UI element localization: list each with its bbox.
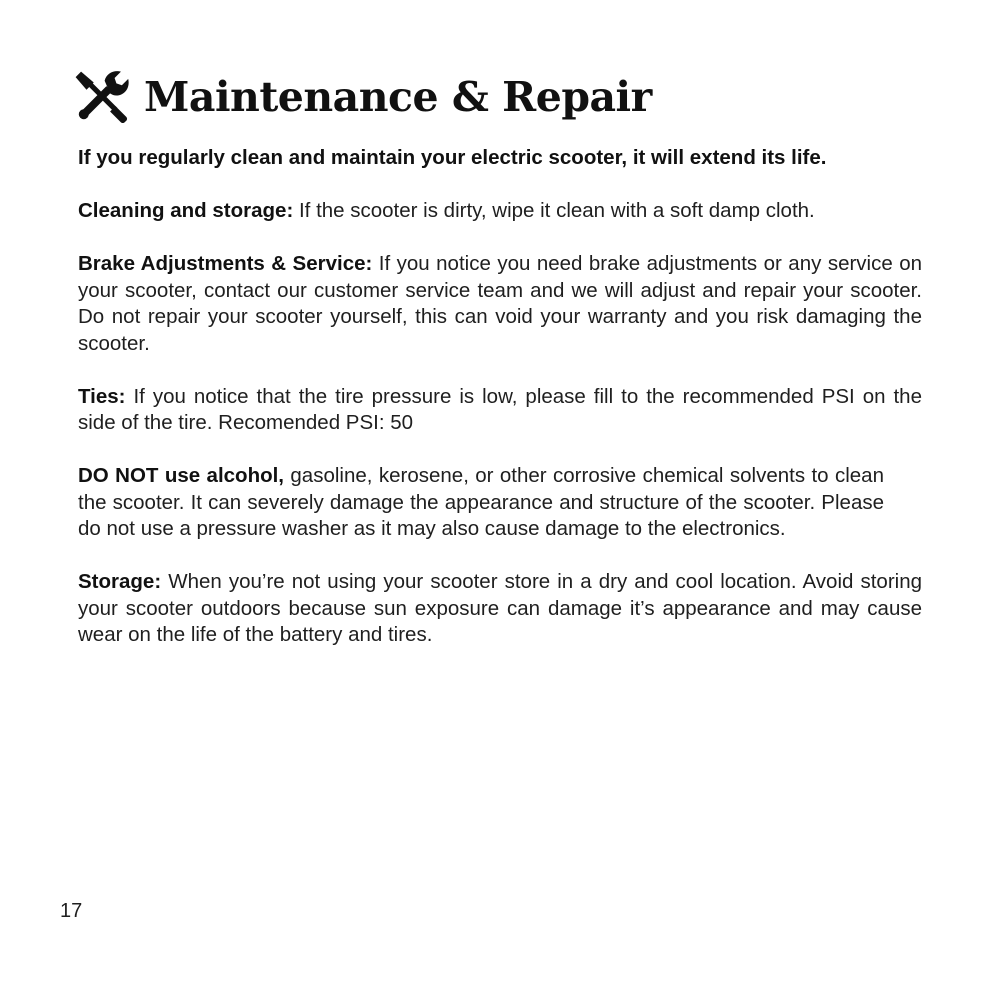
section-lead: DO NOT use alcohol, bbox=[78, 464, 284, 487]
section-text: If the scooter is dirty, wipe it clean with a soft damp cloth. bbox=[293, 199, 815, 222]
intro-paragraph: If you regularly clean and maintain your electric scooter, it will extend its life. bbox=[78, 146, 827, 169]
section-alcohol-warning bbox=[78, 463, 884, 543]
section-text: If you notice that the tire pressure is low, please fill to the recommended PSI on the side of the tire. Recomended PSI: 50 bbox=[78, 384, 922, 434]
page-number: 17 bbox=[60, 900, 83, 922]
section-lead: Brake Adjustments & Service: bbox=[78, 252, 373, 275]
section-brakes bbox=[78, 251, 922, 357]
tools-icon bbox=[72, 68, 130, 126]
section-text: If you notice you need brake adjustments or any service on your scooter, contact our customer service team and we will adjust and repair your scooter. Do not repair your scooter yourself, this can void your warranty and you risk damaging the scooter. bbox=[78, 252, 923, 355]
page-title: Maintenance & Repair bbox=[144, 73, 652, 121]
section-lead: Storage: bbox=[78, 570, 162, 593]
section-lead: Cleaning and storage: bbox=[78, 199, 294, 222]
section-text: When you’re not using your scooter store in a dry and cool location. Avoid storing your scooter outdoors because sun exposure can damage it’s appearance and may cause wear on the life of the battery and tires. bbox=[78, 570, 922, 646]
section-storage bbox=[78, 569, 922, 649]
document-body bbox=[78, 145, 922, 675]
section-cleaning bbox=[78, 198, 922, 225]
section-text: gasoline, kerosene, or other corrosive chemical solvents to clean the scooter. It can severely damage the appearance and structure of the scooter. Please do not use a pressure washer as it may also cause damage to the electronics. bbox=[78, 464, 884, 540]
page-header bbox=[72, 62, 652, 132]
section-lead: Ties: bbox=[78, 384, 126, 408]
section-tires bbox=[78, 384, 922, 437]
